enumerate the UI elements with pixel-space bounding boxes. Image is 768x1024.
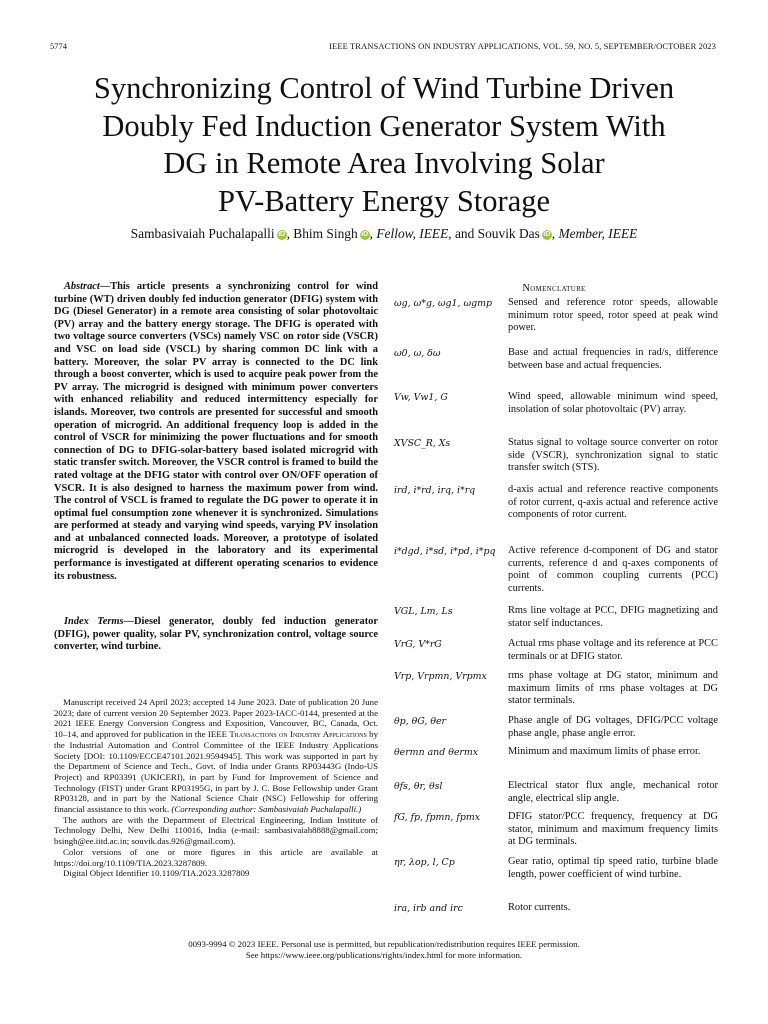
doi-note: Digital Object Identifier 10.1109/TIA.2023.3287809 bbox=[63, 868, 250, 879]
nomenclature-symbol: i*dgd, i*sd, i*pd, i*pq bbox=[394, 546, 496, 557]
nomenclature-symbol: ird, i*rd, irq, i*rq bbox=[394, 485, 476, 496]
author-role: Member, IEEE bbox=[558, 226, 638, 241]
nomenclature-definition: Base and actual frequencies in rad/s, difference between base and actual frequencies. bbox=[508, 347, 718, 371]
nomenclature-symbol: θfs, θr, θsl bbox=[394, 781, 443, 792]
author-name: Bhim Singh bbox=[293, 226, 358, 241]
affiliation-note: The authors are with the Department of Electrical Engineering, Indian Institute of Technology Delhi, New Delhi 110016, India (e-mail: sambasivaiah8888@gmail.com; bsingh@ee.iitd.ac.in; souvik.das.926@gmail.com). bbox=[54, 814, 378, 847]
author-separator: , bbox=[369, 226, 377, 241]
author-name: Souvik Das bbox=[477, 226, 540, 241]
index-terms-text: —Diesel generator, doubly fed induction generator (DFIG), power quality, solar PV, synchronization control, voltage source converter, wind turbine. bbox=[54, 616, 378, 653]
rights-link[interactable]: See https://www.ieee.org/publications/rights/index.html for more information. bbox=[245, 950, 523, 960]
corresponding-author: (Corresponding author: Sambasivaiah Puchalapalli.) bbox=[171, 804, 362, 815]
nomenclature-definition: Electrical stator flux angle, mechanical rotor angle, electrical slip angle. bbox=[508, 780, 718, 804]
author-separator: , and bbox=[448, 226, 478, 241]
nomenclature-definition: Sensed and reference rotor speeds, allowable minimum rotor speed, rotor speed at peak wind power. bbox=[508, 297, 718, 334]
copyright-line: 0093-9994 © 2023 IEEE. Personal use is permitted, but republication/redistribution requires IEEE permission. bbox=[188, 939, 580, 949]
nomenclature-definition: rms phase voltage at DG stator, minimum and maximum limits of rms phase voltages at DG stator terminals. bbox=[508, 670, 718, 707]
author-role: Fellow, IEEE bbox=[376, 226, 449, 241]
paper-title bbox=[40, 70, 728, 220]
nomenclature-definition: Actual rms phase voltage and its reference at PCC terminals or at DFIG stator. bbox=[508, 638, 718, 662]
index-terms-label: Index Terms bbox=[64, 616, 124, 627]
author-separator: , bbox=[551, 226, 559, 241]
color-note: Color versions of one or more figures in this article are available at https://doi.org/10.1109/TIA.2023.3287809. bbox=[54, 846, 378, 868]
nomenclature-symbol: ωg, ω*g, ωg1, ωgmp bbox=[394, 298, 493, 309]
page-number: 5774 bbox=[50, 41, 67, 51]
nomenclature-definition: Rms line voltage at PCC, DFIG magnetizing and stator self inductances. bbox=[508, 605, 718, 629]
abstract-text: —This article presents a synchronizing control for wind turbine (WT) driven doubly fed induction generator (DFIG) system with DG (Diesel Generator) in a remote area consisting of solar photovoltaic (PV) array and the battery energy storage. The DFIG is operated with two voltage source converters (VSCs) namely VSC on rotor side (VSCR) and VSC on load side (VSCL) by sharing common DC link with a battery. Moreover, the solar PV array is connected to the DC link through a boost converter, which is used to acquire peak power from the PV array. The microgrid is designed with minimum power converters with enhanced reliability and reduced intermittency especially for islands. Moreover, two controls are presented for successful and smooth operation of microgrid. An additional frequency loop is added in the control of VSCR for minimizing the power fluctuations and for smooth connection of DG to DFIG-solar-battery based isolated microgrid with static transfer switch. Moreover, the VSCR control is framed to build the rated voltage at the DFIG stator with control over ON/OFF operation of VSCR. It is also designed to harness the maximum power from wind. The control of VSCL is framed to regulate the DG power to operate it in optimal fuel consumption zone whenever it is synchronized. Simulations are performed at steady and varying wind speeds, varying PV insolation and at unbalanced connected loads. Moreover, a prototype of isolated microgrid is developed in the laboratory and its experimental performance is investigated at different operating scenarios to evidence its robustness. bbox=[54, 281, 378, 582]
nomenclature-symbol: ira, irb and irc bbox=[394, 903, 463, 914]
author-list bbox=[40, 226, 728, 242]
copyright-notice bbox=[40, 939, 728, 961]
orcid-icon[interactable]: iD bbox=[543, 231, 551, 238]
footnote-text: by the Industrial Automation and Control Committee of the IEEE Industry Applications Society [DOI: 10.1109/ECCE47101.2021.9594945]. This work was supported in part by the Department of Science and Tech., Govt. of India under Grants RP03443G (Indo-US Project) and RP03391 (UKICERI), in part by Fund for Improvement of Science and Technology (FIST) under Grant RP03195G, in part by J. C. Bose Fellowship under Grant RP03128, and in part by the National Science Chair (NSC) Fellowship for offering financial assistance to this work. bbox=[54, 729, 378, 815]
abstract bbox=[54, 281, 378, 583]
title-line: Doubly Fed Induction Generator System With bbox=[102, 108, 666, 143]
nomenclature-symbol: XVSC_R, Xs bbox=[394, 438, 451, 449]
nomenclature-definition: Wind speed, allowable minimum wind speed, insolation of solar photovoltaic (PV) array. bbox=[508, 391, 718, 415]
nomenclature-definition: Rotor currents. bbox=[508, 902, 571, 913]
nomenclature-definition: DFIG stator/PCC frequency, frequency at DG stator, minimum and maximum frequency limits at DG terminals. bbox=[508, 811, 718, 848]
journal-name: Transactions on Industry Applications bbox=[229, 729, 367, 740]
journal-header: IEEE TRANSACTIONS ON INDUSTRY APPLICATIONS, VOL. 59, NO. 5, SEPTEMBER/OCTOBER 2023 bbox=[329, 41, 716, 51]
nomenclature-definition: d-axis actual and reference reactive components of rotor current, q-axis actual and reference active components of rotor current. bbox=[508, 484, 718, 521]
nomenclature-symbol: VrG, V*rG bbox=[394, 639, 442, 650]
title-line: Synchronizing Control of Wind Turbine Driven bbox=[93, 71, 675, 105]
abstract-label: Abstract bbox=[64, 281, 100, 292]
nomenclature-definition: Gear ratio, optimal tip speed ratio, turbine blade length, power coefficient of wind turbine. bbox=[508, 856, 718, 880]
nomenclature-symbol: Vw, Vw1, G bbox=[394, 392, 448, 403]
title-line: PV-Battery Energy Storage bbox=[217, 183, 551, 218]
nomenclature-definition: Active reference d-component of DG and stator currents, reference d and q-axes components of point of common coupling currents (PCC) currents. bbox=[508, 545, 718, 594]
nomenclature-definition: Status signal to voltage source converter on rotor side (VSCR), synchronization signal to static transfer switch (STS). bbox=[508, 437, 718, 474]
author-separator: , bbox=[286, 226, 294, 241]
nomenclature-heading: Nomenclature bbox=[522, 283, 586, 294]
nomenclature-symbol: VGL, Lm, Ls bbox=[394, 606, 453, 617]
footnote-text: Manuscript received 24 April 2023; accepted 14 June 2023. Date of publication 20 June 2023; date of current version 20 September 2023. Paper 2023-IACC-0144, presented at the 2021 IEEE Energy Conversion Congress and Exposition, Vancouver, BC, Canada, Oct. 10–14, and approved for publication in the IEEE bbox=[54, 697, 378, 740]
nomenclature-symbol: θermn and θermx bbox=[394, 747, 479, 758]
nomenclature-symbol: Vrp, Vrpmn, Vrpmx bbox=[394, 671, 487, 682]
orcid-icon[interactable]: iD bbox=[361, 231, 369, 238]
nomenclature-symbol: θp, θG, θer bbox=[394, 716, 447, 727]
manuscript-note bbox=[54, 697, 378, 815]
footnotes bbox=[54, 697, 378, 879]
nomenclature-symbol: ω0, ω, δω bbox=[394, 348, 441, 359]
nomenclature-definition: Minimum and maximum limits of phase error. bbox=[508, 746, 701, 757]
orcid-icon[interactable]: iD bbox=[278, 231, 286, 238]
index-terms bbox=[54, 616, 378, 654]
nomenclature-definition: Phase angle of DG voltages, DFIG/PCC voltage phase angle, phase angle error. bbox=[508, 715, 718, 739]
nomenclature-symbol: fG, fp, fpmn, fpmx bbox=[394, 812, 481, 823]
nomenclature-symbol: ηr, λop, l, Cp bbox=[394, 857, 455, 868]
author-name: Sambasivaiah Puchalapalli bbox=[130, 226, 275, 241]
title-line: DG in Remote Area Involving Solar bbox=[163, 146, 605, 180]
